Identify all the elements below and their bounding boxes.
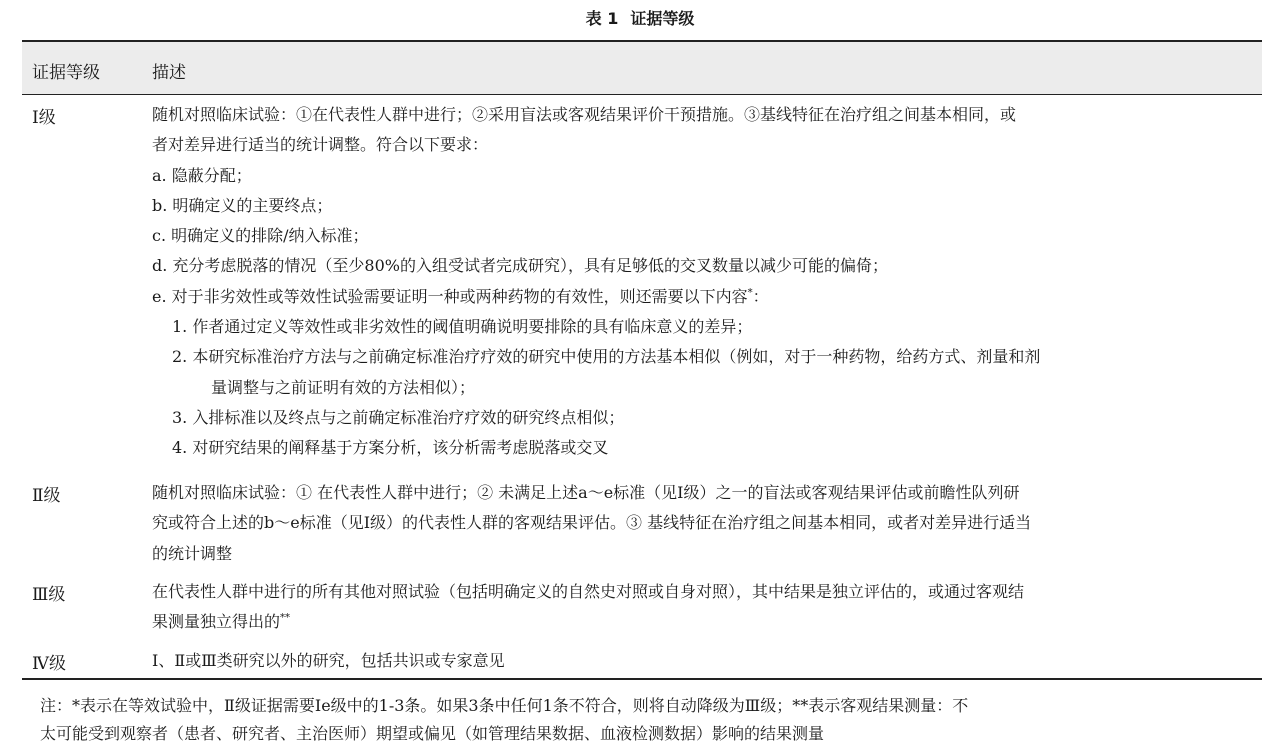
description-line: Ⅰ、Ⅱ或Ⅲ类研究以外的研究，包括共识或专家意见 xyxy=(152,651,505,670)
table-top-rule xyxy=(22,40,1262,42)
description-line: 随机对照临床试验：① 在代表性人群中进行；② 未满足上述a～e标准（见Ⅰ级）之一的盲法或客观结果评估或前瞻性队列研 xyxy=(152,483,1020,502)
header-description: 描述 xyxy=(152,63,186,83)
description-line: 在代表性人群中进行的所有其他对照试验（包括明确定义的自然史对照或自身对照），其中结果是独立评估的，或通过客观结 xyxy=(152,582,1025,601)
footnote-marker: * xyxy=(747,287,753,299)
grade-description xyxy=(152,577,1257,638)
sub-criterion-3: 3. 入排标准以及终点与之前确定标准治疗疗效的研究终点相似； xyxy=(172,407,625,427)
criterion-b: b. 明确定义的主要终点； xyxy=(152,195,333,215)
header-grade: 证据等级 xyxy=(32,63,100,83)
table-caption xyxy=(0,6,1280,29)
grade-description xyxy=(152,100,1257,464)
sub-criterion-2: 2. 本研究标准治疗方法与之前确定标准治疗疗效的研究中使用的方法基本相似（例如，对于一种药物，给药方式、剂量和剂 xyxy=(172,347,1041,367)
sub-criterion-2-continued: 量调整与之前证明有效的方法相似）； xyxy=(211,377,476,397)
criterion-d: d. 充分考虑脱落的情况（至少80%的入组受试者完成研究），具有足够低的交叉数量以减少可能的偏倚； xyxy=(152,256,888,276)
criterion-a: a. 隐蔽分配； xyxy=(152,165,252,185)
description-text: 果测量独立得出的 xyxy=(152,612,281,632)
table-title: 证据等级 xyxy=(630,9,695,28)
footnote-line: 太可能受到观察者（患者、研究者、主治医师）期望或偏见（如管理结果数据、血液检测数据）影响的结果测量 xyxy=(40,724,825,743)
grade-description xyxy=(152,646,1257,676)
footnote-marker: ** xyxy=(280,612,291,624)
grade-label: Ⅱ级 xyxy=(32,486,61,506)
table-footnote xyxy=(40,692,1255,748)
criterion-c: c. 明确定义的排除/纳入标准； xyxy=(152,226,369,246)
sub-criterion-1: 1. 作者通过定义等效性或非劣效性的阈值明确说明要排除的具有临床意义的差异； xyxy=(172,317,753,337)
description-line: 究或符合上述的b～e标准（见Ⅰ级）的代表性人群的客观结果评估。③ 基线特征在治疗组之间基本相同，或者对差异进行适当 xyxy=(152,513,1032,533)
table-header-rule xyxy=(22,94,1262,95)
grade-description xyxy=(152,478,1257,569)
description-line: 随机对照临床试验：①在代表性人群中进行；②采用盲法或客观结果评价干预措施。③基线特征在治疗组之间基本相同，或 xyxy=(152,105,1017,124)
criterion-e-text: e. 对于非劣效性或等效性试验需要证明一种或两种药物的有效性，则还需要以下内容 xyxy=(152,286,748,306)
criterion-e-end: ： xyxy=(752,286,769,306)
description-line-end xyxy=(152,607,1257,637)
table-bottom-rule xyxy=(22,678,1262,680)
table-header-background xyxy=(22,42,1262,94)
grade-label: Ⅰ级 xyxy=(32,108,56,128)
description-line: 者对差异进行适当的统计调整。符合以下要求： xyxy=(152,135,489,155)
footnote-line: 注：*表示在等效试验中，Ⅱ级证据需要Ⅰe级中的1-3条。如果3条中任何1条不符合，则将自动降级为Ⅲ级；**表示客观结果测量：不 xyxy=(40,696,969,715)
description-line: 的统计调整 xyxy=(152,543,233,563)
table-number: 表 1 xyxy=(585,9,619,28)
grade-label: Ⅲ级 xyxy=(32,585,66,605)
grade-label: Ⅳ级 xyxy=(32,654,66,674)
criterion-e xyxy=(152,282,1257,312)
sub-criterion-4: 4. 对研究结果的阐释基于方案分析，该分析需考虑脱落或交叉 xyxy=(172,438,609,458)
